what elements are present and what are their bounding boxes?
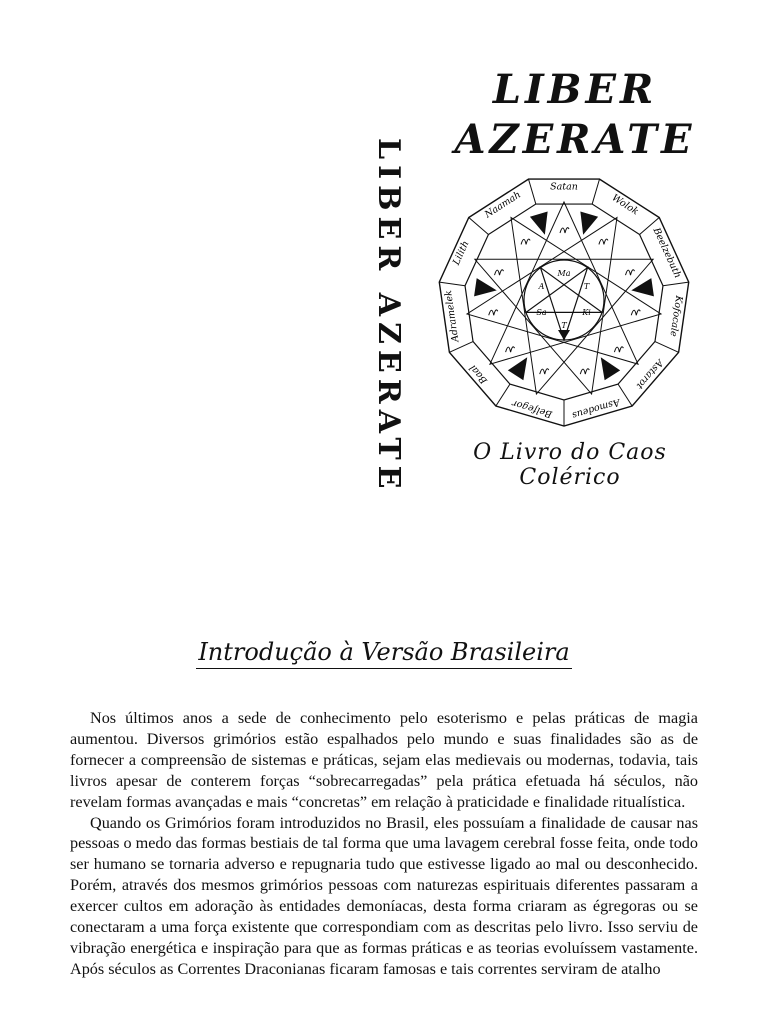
center-letter: A: [538, 282, 545, 291]
sigil-name: Asmodeus: [570, 396, 621, 421]
sigil-name: Astarot: [633, 357, 666, 391]
inner-hendecagon: [465, 204, 663, 400]
center-letter: Ma: [557, 269, 571, 278]
sigil-name: Lilith: [450, 239, 472, 267]
glyph-mark: [521, 239, 530, 244]
glyph-mark: [495, 270, 504, 275]
cover-title-line2: AZERATE: [454, 116, 696, 163]
body-text: [70, 708, 698, 980]
cover-title-line1: LIBER: [492, 66, 658, 113]
outer-hendecagon: [439, 179, 688, 426]
sigil-name: Naamah: [482, 189, 523, 221]
cover-subtitle: O Livro do Caos Colérico: [473, 440, 667, 490]
sigil-name: Adramelek: [442, 289, 462, 343]
book-spine: [352, 138, 412, 495]
center-letter: T: [583, 282, 590, 291]
name-divider: [496, 384, 510, 406]
section-heading-text: Introdução à Versão Brasileira: [196, 638, 571, 669]
sigil-name: Wolok: [609, 192, 641, 218]
black-triangle: [508, 357, 527, 380]
spine-title: LIBER AZERATE: [371, 138, 406, 495]
glyph-mark: [489, 310, 498, 315]
glyph-mark: [599, 239, 608, 244]
sigil-name: Belfegor: [510, 397, 554, 420]
paragraph-2: Quando os Grimórios foram introduzidos no Brasil, eles possuíam a finalidade de causar nas pessoas o medo das formas bestiais de tal forma que uma lavagem cerebral fosse feita, onde todo ser humano se tornaria adverso e repugnaria tudo que estivesse ligado ao mal ou desconhecido. Porém, através dos mesmos grimórios pessoas com naturezas espirituais diferentes passaram a exercer cultos em adoração às entidades demoníacas, desta forma criaram as égregoras ou se conectaram a uma força existente que correspondiam com as descritas pelo livro. Isso serviu de vibração energética e inspiração para que as formas práticas e as teorias evoluíssem vastamente. Após séculos as Correntes Draconianas ficaram famosas e tais correntes serviram de atalho: [70, 813, 698, 978]
center-letter: Ki: [582, 308, 591, 317]
glyph-mark: [625, 270, 634, 275]
name-divider: [529, 179, 536, 204]
center-letter: Sa: [536, 308, 547, 317]
paragraph-1: Nos últimos anos a sede de conhecimento pelo esoterismo e pelas práticas de magia aumentou. Diversos grimórios estão espalhados pelo mundo e suas finalidades são as de fornecer a compreensão de sistemas e práticas, sejam elas medievais ou modernas, todavia, tais livros apesar de conterem forças “sobrecarregadas” pela prática efetuada há séculos, não revelam formas avançadas e mais “concretas” em relação à praticidade e finalidade ritualística.: [70, 709, 698, 811]
name-divider: [663, 282, 689, 286]
glyph-mark: [580, 369, 589, 374]
section-heading: [0, 638, 768, 666]
glyph-mark: [506, 347, 515, 352]
glyph-mark: [540, 369, 549, 374]
glyph-mark: [631, 310, 640, 315]
sigil-name: Beelzebuth: [650, 226, 684, 280]
name-divider: [469, 217, 489, 234]
black-triangle: [601, 357, 620, 380]
glyph-mark: [560, 228, 569, 233]
name-divider: [592, 179, 599, 204]
name-divider: [655, 342, 679, 353]
name-divider: [439, 282, 465, 286]
center-letter: T: [561, 321, 567, 330]
center-triangle: [558, 330, 570, 340]
sigil-name: Kofocale: [667, 294, 685, 338]
sigil-icon: [430, 172, 698, 428]
sigil-name: Baal: [467, 362, 490, 386]
glyph-mark: [614, 347, 623, 352]
sigil-name: Satan: [550, 181, 578, 193]
